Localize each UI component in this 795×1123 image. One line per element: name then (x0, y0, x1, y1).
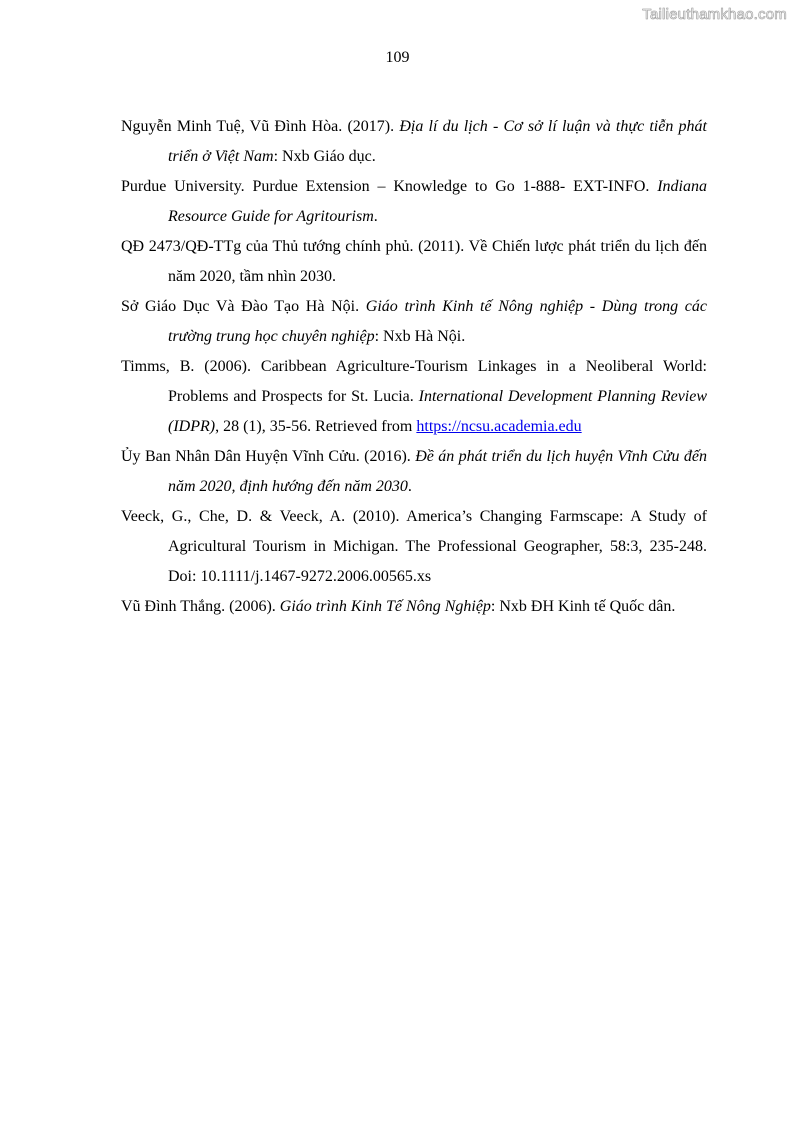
reference-text: Sở Giáo Dục Và Đào Tạo Hà Nội. (121, 298, 366, 315)
reference-entry (121, 502, 707, 592)
reference-text: Timms, B. (2006). Caribbean Agriculture-Tourism Linkages in a Neoliberal World: Problems and Prospects for St. Lucia. (121, 358, 707, 405)
reference-publisher: : Nxb Giáo dục. (273, 148, 376, 165)
reference-title: Giáo trình Kinh Tế Nông Nghiệp (279, 598, 491, 615)
reference-publisher: : Nxb ĐH Kinh tế Quốc dân. (490, 598, 676, 615)
reference-entry (121, 112, 707, 172)
reference-list (121, 112, 707, 622)
reference-entry (121, 352, 707, 442)
reference-title: Đề án phát triển du lịch huyện Vĩnh Cửu đến năm 2020, định hướng đến năm 2030 (168, 448, 707, 495)
reference-text: Vũ Đình Thắng. (2006). (121, 598, 280, 615)
reference-publisher: . (373, 208, 378, 225)
reference-text: Veeck, G., Che, D. & Veeck, A. (2010). America’s Changing Farmscape: A Study of Agricultural Tourism in Michigan. The Professional Geographer, 58:3, 235-248. Doi: 10.1111/j.1467-9272.2006.00565.xs (121, 508, 707, 585)
reference-entry (121, 232, 707, 292)
reference-title: Giáo trình Kinh tế Nông nghiệp - Dùng trong các trường trung học chuyên nghiệp (168, 298, 707, 345)
reference-text: Purdue University. Purdue Extension – Knowledge to Go 1-888- EXT-INFO. (121, 178, 658, 195)
watermark-text: Tailieuthamkhao.com (642, 6, 787, 23)
reference-title: Indiana Resource Guide for Agritourism (168, 178, 707, 225)
reference-title: International Development Planning Review (IDPR) (168, 388, 708, 435)
reference-text: QĐ 2473/QĐ-TTg của Thủ tướng chính phủ. (2011). Về Chiến lược phát triển du lịch đến năm 2020, tầm nhìn 2030. (121, 238, 707, 285)
reference-publisher: : Nxb Hà Nội. (374, 328, 466, 345)
reference-publisher: , 28 (1), 35-56. Retrieved from (215, 418, 417, 435)
reference-text: Ủy Ban Nhân Dân Huyện Vĩnh Cửu. (2016). (121, 448, 416, 465)
reference-entry (121, 292, 707, 352)
reference-text: Nguyễn Minh Tuệ, Vũ Đình Hòa. (2017). (121, 118, 400, 135)
reference-title: Địa lí du lịch - Cơ sở lí luận và thực tiễn phát triển ở Việt Nam (168, 118, 707, 165)
reference-entry (121, 442, 707, 502)
page-number: 109 (385, 49, 410, 66)
reference-entry (121, 592, 707, 622)
reference-link[interactable]: https://ncsu.academia.edu (416, 418, 582, 435)
reference-publisher: . (407, 478, 412, 495)
reference-entry (121, 172, 707, 232)
